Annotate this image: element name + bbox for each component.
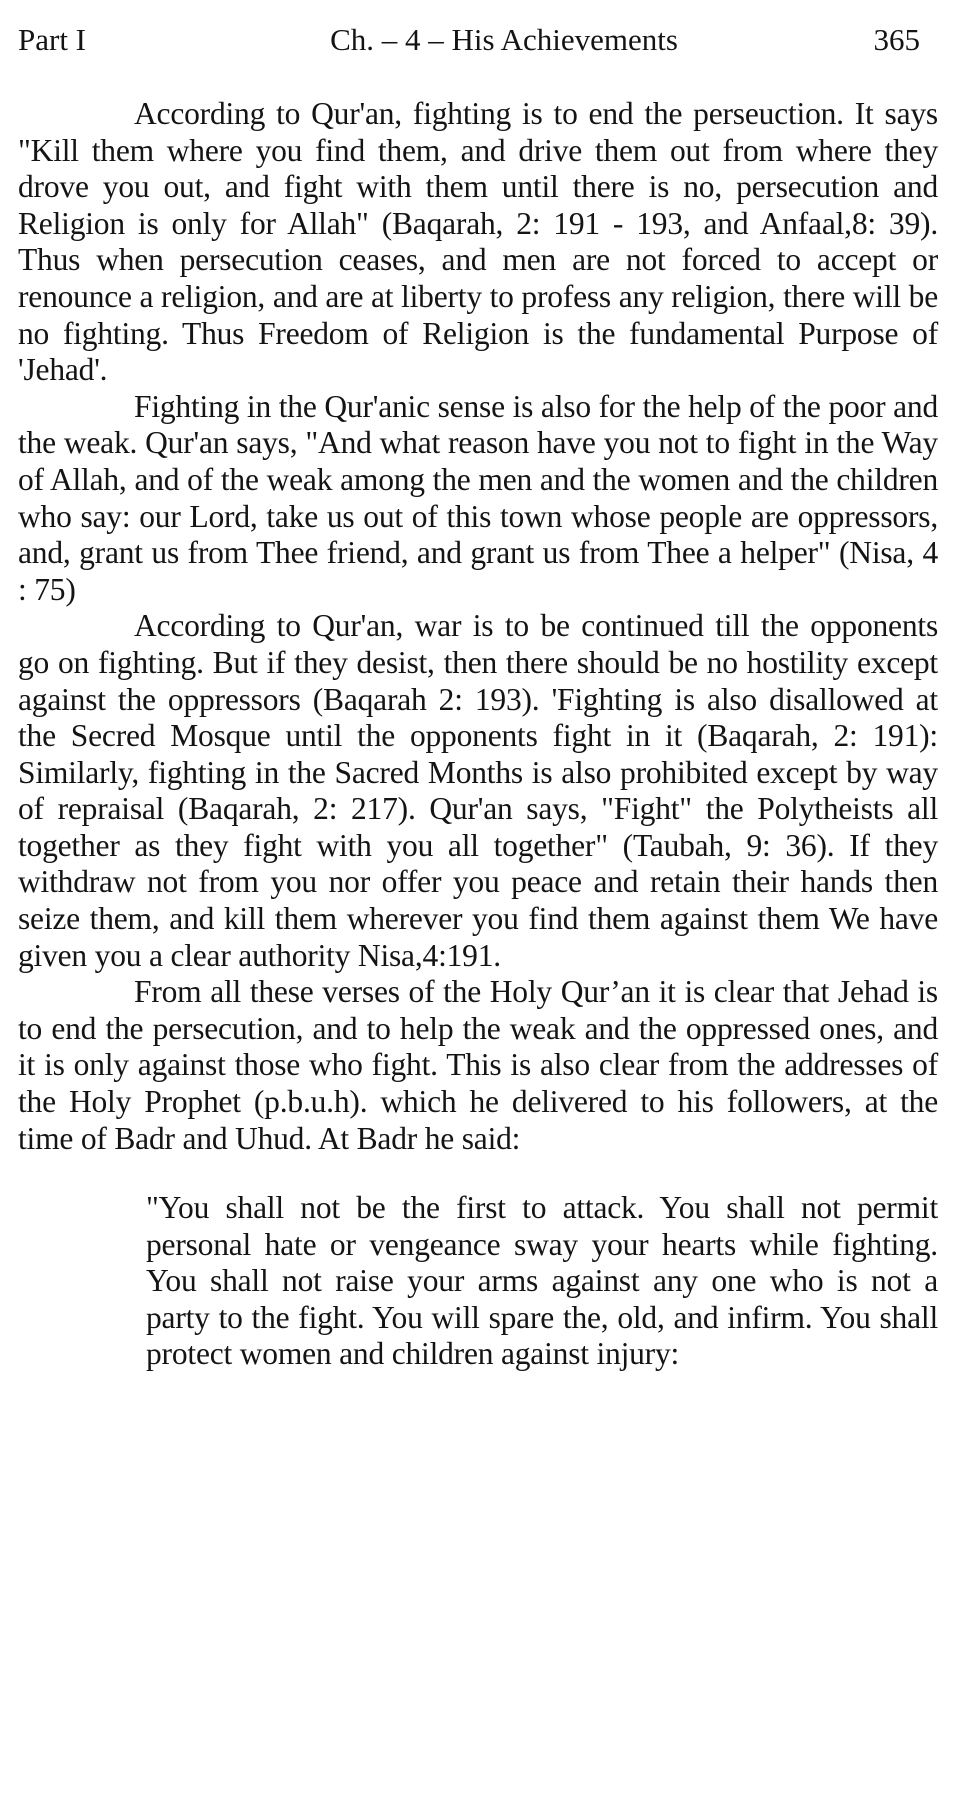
paragraph-4: From all these verses of the Holy Qur’an it is clear that Jehad is to end the persecution, and to help the weak and the oppressed ones, and it is only against those who fight. This is also clear from the addresses of the Holy Prophet (p.b.u.h). which he delivered to his followers, at the time of Badr and Uhud. At Badr he said:: [18, 974, 938, 1156]
chapter-title: Ch. – 4 – His Achievements: [330, 22, 678, 57]
body-text: [18, 96, 938, 1157]
paragraph-2: Fighting in the Qur'anic sense is also for the help of the poor and the weak. Qur'an says, "And what reason have you not to fight in the Way of Allah, and of the weak among the men and the women and the children who say: our Lord, take us out of this town whose people are oppressors, and, grant us from Thee friend, and grant us from Thee a helper" (Nisa, 4 : 75): [18, 388, 938, 607]
part-label: Part I: [18, 22, 87, 57]
block-quote: [146, 1190, 938, 1373]
paragraph-3: According to Qur'an, war is to be continued till the opponents go on fighting. But if they desist, then there should be no hostility except against the oppressors (Baqarah 2: 193). 'Fighting is also disallowed at the Secred Mosque until the opponents fight in it (Baqarah, 2: 191): Similarly, fighting in the Sacred Months is also prohibited except by way of repraisal (Baqarah, 2: 217). Qur'an says, "Fight" the Polytheists all together as they fight with you all together" (Taubah, 9: 36). If they withdraw not from you nor offer you peace and retain their hands then seize them, and kill them wherever you find them against them We have given you a clear authority Nisa,4:191.: [18, 608, 938, 973]
paragraph-1: According to Qur'an, fighting is to end the perseuction. It says "Kill them where you find them, and drive them out from where they drove you out, and fight with them until there is no, persecution and Religion is only for Allah" (Baqarah, 2: 191 - 193, and Anfaal,8: 39). Thus when persecution ceases, and men are not forced to accept or renounce a religion, and are at liberty to profess any religion, there will be no fighting. Thus Freedom of Religion is the fundamental Purpose of 'Jehad'.: [18, 96, 938, 388]
quote-text: "You shall not be the first to attack. You shall not permit personal hate or vengeance sway your hearts while fighting. You shall not raise your arms against any one who is not a party to the fight. You will spare the, old, and infirm. You shall protect women and children against injury:: [146, 1190, 938, 1372]
page-number: 365: [873, 22, 920, 57]
running-header: [18, 18, 920, 62]
